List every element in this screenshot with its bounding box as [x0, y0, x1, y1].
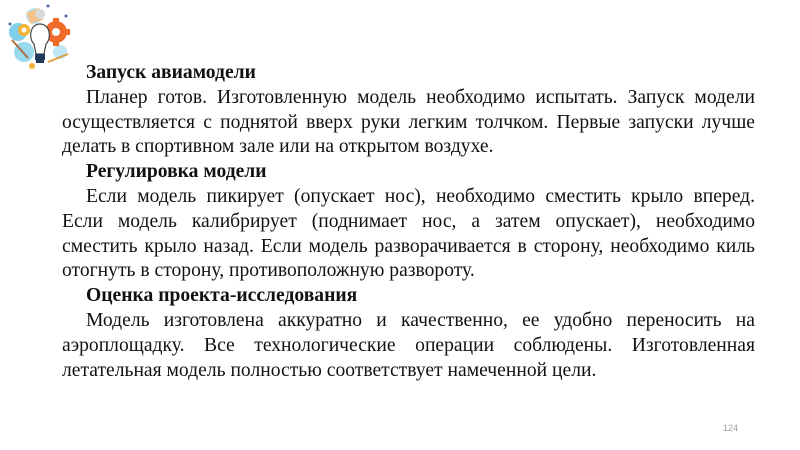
section-heading-evaluation: Оценка проекта-исследования: [86, 285, 358, 307]
section-text-adjustment: Если модель пикирует (опускает нос), необходимо сместить крыло вперед. Если модель калибрирует (поднимает нос, а затем опускает), необходимо сместить крыло назад. Если модель разворачивается в сторону, необходимо киль отогнуть в сторону, противоположную развороту.: [62, 185, 755, 282]
section-heading-launch: Запуск авиамодели: [86, 62, 256, 83]
section-text-evaluation: Модель изготовлена аккуратно и качественно, ее удобно переносить на аэроплощадку. Все технологические операции соблюдены. Изготовленная летательная модель полностью соответствует намеченной цели.: [62, 309, 755, 381]
page-number: 124: [723, 423, 739, 433]
section-text-launch: Планер готов. Изготовленную модель необходимо испытать. Запуск модели осуществляется с поднятой вверх руки легким толчком. Первые запуски лучше делать в спортивном зале или на открытом воздухе.: [62, 86, 755, 158]
slide-body: [62, 61, 755, 383]
section-heading-adjustment: Регулировка модели: [86, 161, 267, 183]
